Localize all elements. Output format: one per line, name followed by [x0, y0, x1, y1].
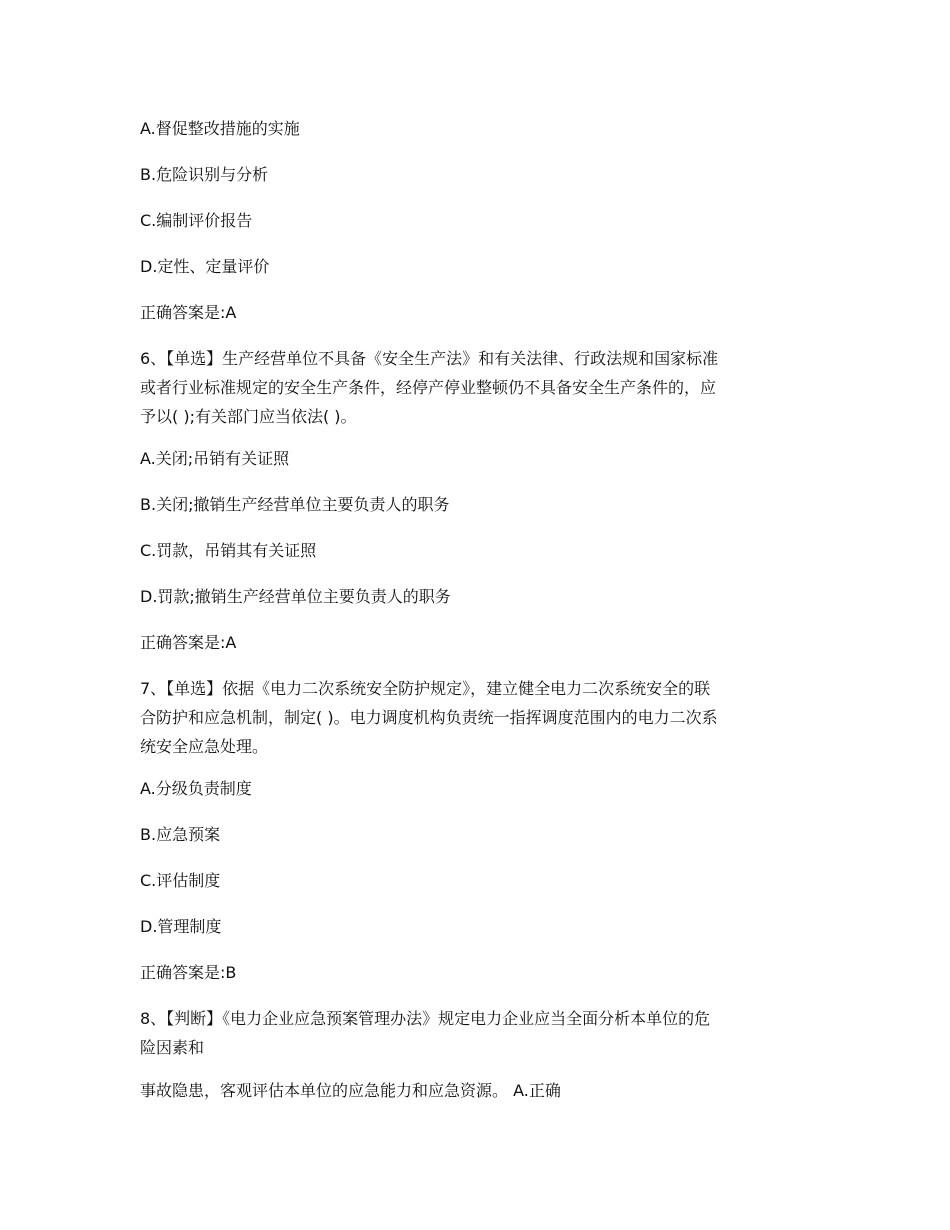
q8-question	[140, 1004, 820, 1062]
q7-option-c: C.评估制度	[140, 871, 221, 890]
q5-option-d: D.定性、定量评价	[140, 257, 270, 276]
q6-question-line: 6、【单选】生产经营单位不具备《安全生产法》和有关法律、行政法规和国家标准	[140, 349, 719, 368]
q7-question	[140, 674, 820, 761]
q7-question-line: 统安全应急处理。	[140, 737, 269, 756]
q6-option-b: B.关闭;撤销生产经营单位主要负责人的职务	[140, 495, 450, 514]
q5-answer: 正确答案是:A	[140, 303, 237, 322]
q7-question-line: 合防护和应急机制，制定( )。电力调度机构负责统一指挥调度范围内的电力二次系	[140, 708, 718, 727]
q8-question-line: 8、【判断】《电力企业应急预案管理办法》规定电力企业应当全面分析本单位的危	[140, 1009, 711, 1028]
q5-option-c: C.编制评价报告	[140, 211, 253, 230]
q6-option-d: D.罚款;撤销生产经营单位主要负责人的职务	[140, 587, 451, 606]
q6-question-line: 予以( );有关部门应当依法( )。	[140, 407, 357, 426]
q6-question	[140, 344, 820, 431]
q7-question-line: 7、【单选】依据《电力二次系统安全防护规定》，建立健全电力二次系统安全的联	[140, 679, 711, 698]
q6-option-c: C.罚款，吊销其有关证照	[140, 541, 317, 560]
q7-option-b: B.应急预案	[140, 825, 221, 844]
q6-option-a: A.关闭;吊销有关证照	[140, 449, 290, 468]
q7-answer: 正确答案是:B	[140, 963, 237, 982]
q6-question-line: 或者行业标准规定的安全生产条件，经停产停业整顿仍不具备安全生产条件的，应	[140, 378, 717, 397]
q8-question-line: 险因素和	[140, 1038, 205, 1057]
q7-option-a: A.分级负责制度	[140, 779, 252, 798]
q8-question-continuation: 事故隐患，客观评估本单位的应急能力和应急资源。 A.正确	[140, 1081, 561, 1100]
q5-option-a: A.督促整改措施的实施	[140, 119, 300, 138]
q7-option-d: D.管理制度	[140, 917, 222, 936]
q5-option-b: B.危险识别与分析	[140, 165, 269, 184]
q6-answer: 正确答案是:A	[140, 633, 237, 652]
